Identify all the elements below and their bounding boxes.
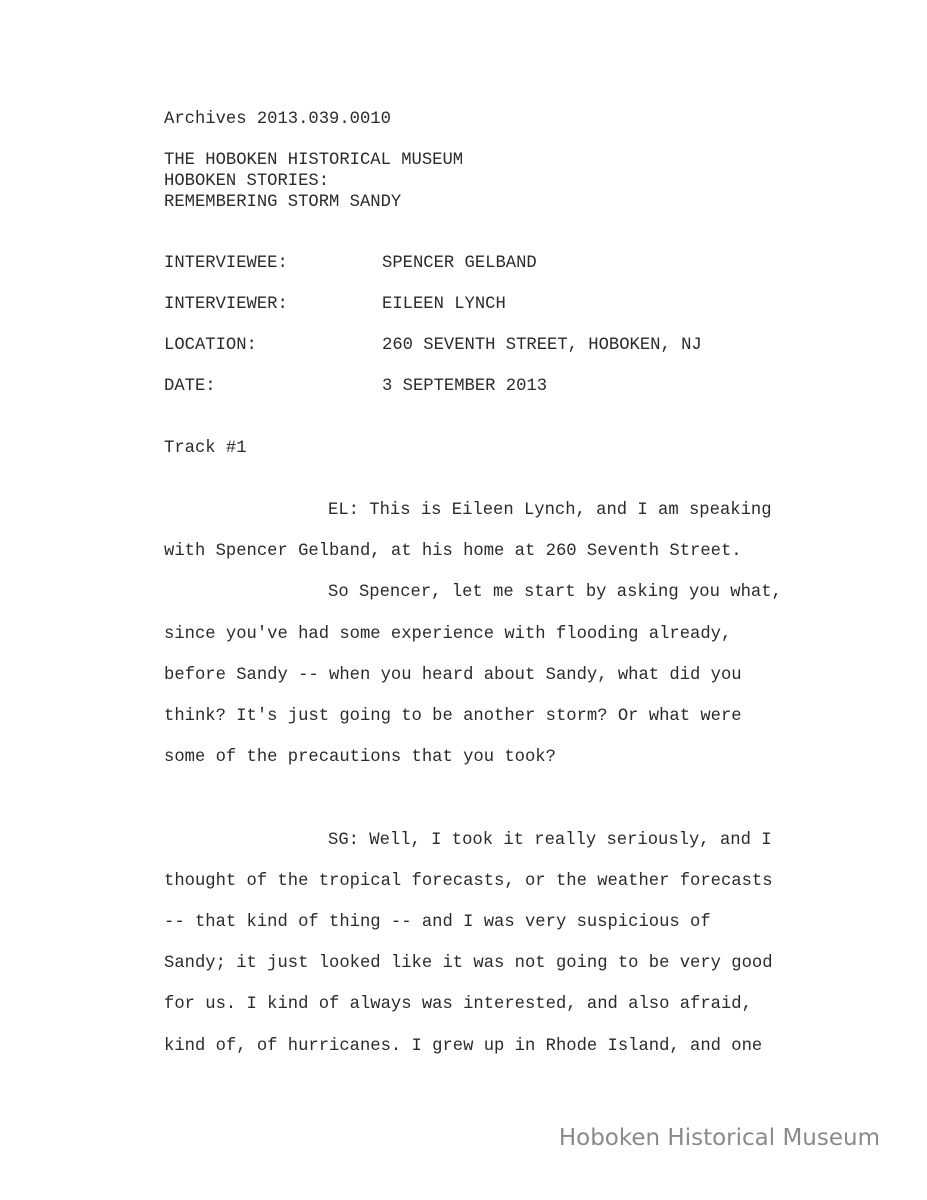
title-line-3: REMEMBERING STORM SANDY <box>164 193 402 212</box>
museum-watermark: Hoboken Historical Museum <box>558 1125 880 1151</box>
title-line-2: HOBOKEN STORIES: <box>164 172 330 191</box>
location-value: 260 SEVENTH STREET, HOBOKEN, NJ <box>382 336 702 355</box>
transcript-line: thought of the tropical forecasts, or the weather forecasts <box>164 872 773 891</box>
interviewee-label: INTERVIEWEE: <box>164 254 288 273</box>
transcript-line: since you've had some experience with flooding already, <box>164 625 732 644</box>
transcript-line: for us. I kind of always was interested, and also afraid, <box>164 995 752 1014</box>
transcript-line: kind of, of hurricanes. I grew up in Rhode Island, and one <box>164 1037 763 1056</box>
track-label: Track #1 <box>164 439 247 458</box>
transcript-line: EL: This is Eileen Lynch, and I am speaking <box>328 501 772 520</box>
transcript-line: Sandy; it just looked like it was not going to be very good <box>164 954 773 973</box>
transcript-line: think? It's just going to be another storm? Or what were <box>164 707 742 726</box>
location-label: LOCATION: <box>164 336 257 355</box>
interviewer-label: INTERVIEWER: <box>164 295 288 314</box>
transcript-line: So Spencer, let me start by asking you what, <box>328 583 782 602</box>
interviewer-value: EILEEN LYNCH <box>382 295 506 314</box>
transcript-line: -- that kind of thing -- and I was very suspicious of <box>164 913 711 932</box>
transcript-line: some of the precautions that you took? <box>164 748 556 767</box>
interviewee-value: SPENCER GELBAND <box>382 254 537 273</box>
title-line-1: THE HOBOKEN HISTORICAL MUSEUM <box>164 151 464 170</box>
transcript-line: before Sandy -- when you heard about Sandy, what did you <box>164 666 742 685</box>
transcript-line: with Spencer Gelband, at his home at 260 Seventh Street. <box>164 542 742 561</box>
transcript-line: SG: Well, I took it really seriously, and I <box>328 831 772 850</box>
archive-number: Archives 2013.039.0010 <box>164 110 391 129</box>
date-label: DATE: <box>164 377 216 396</box>
date-value: 3 SEPTEMBER 2013 <box>382 377 548 396</box>
